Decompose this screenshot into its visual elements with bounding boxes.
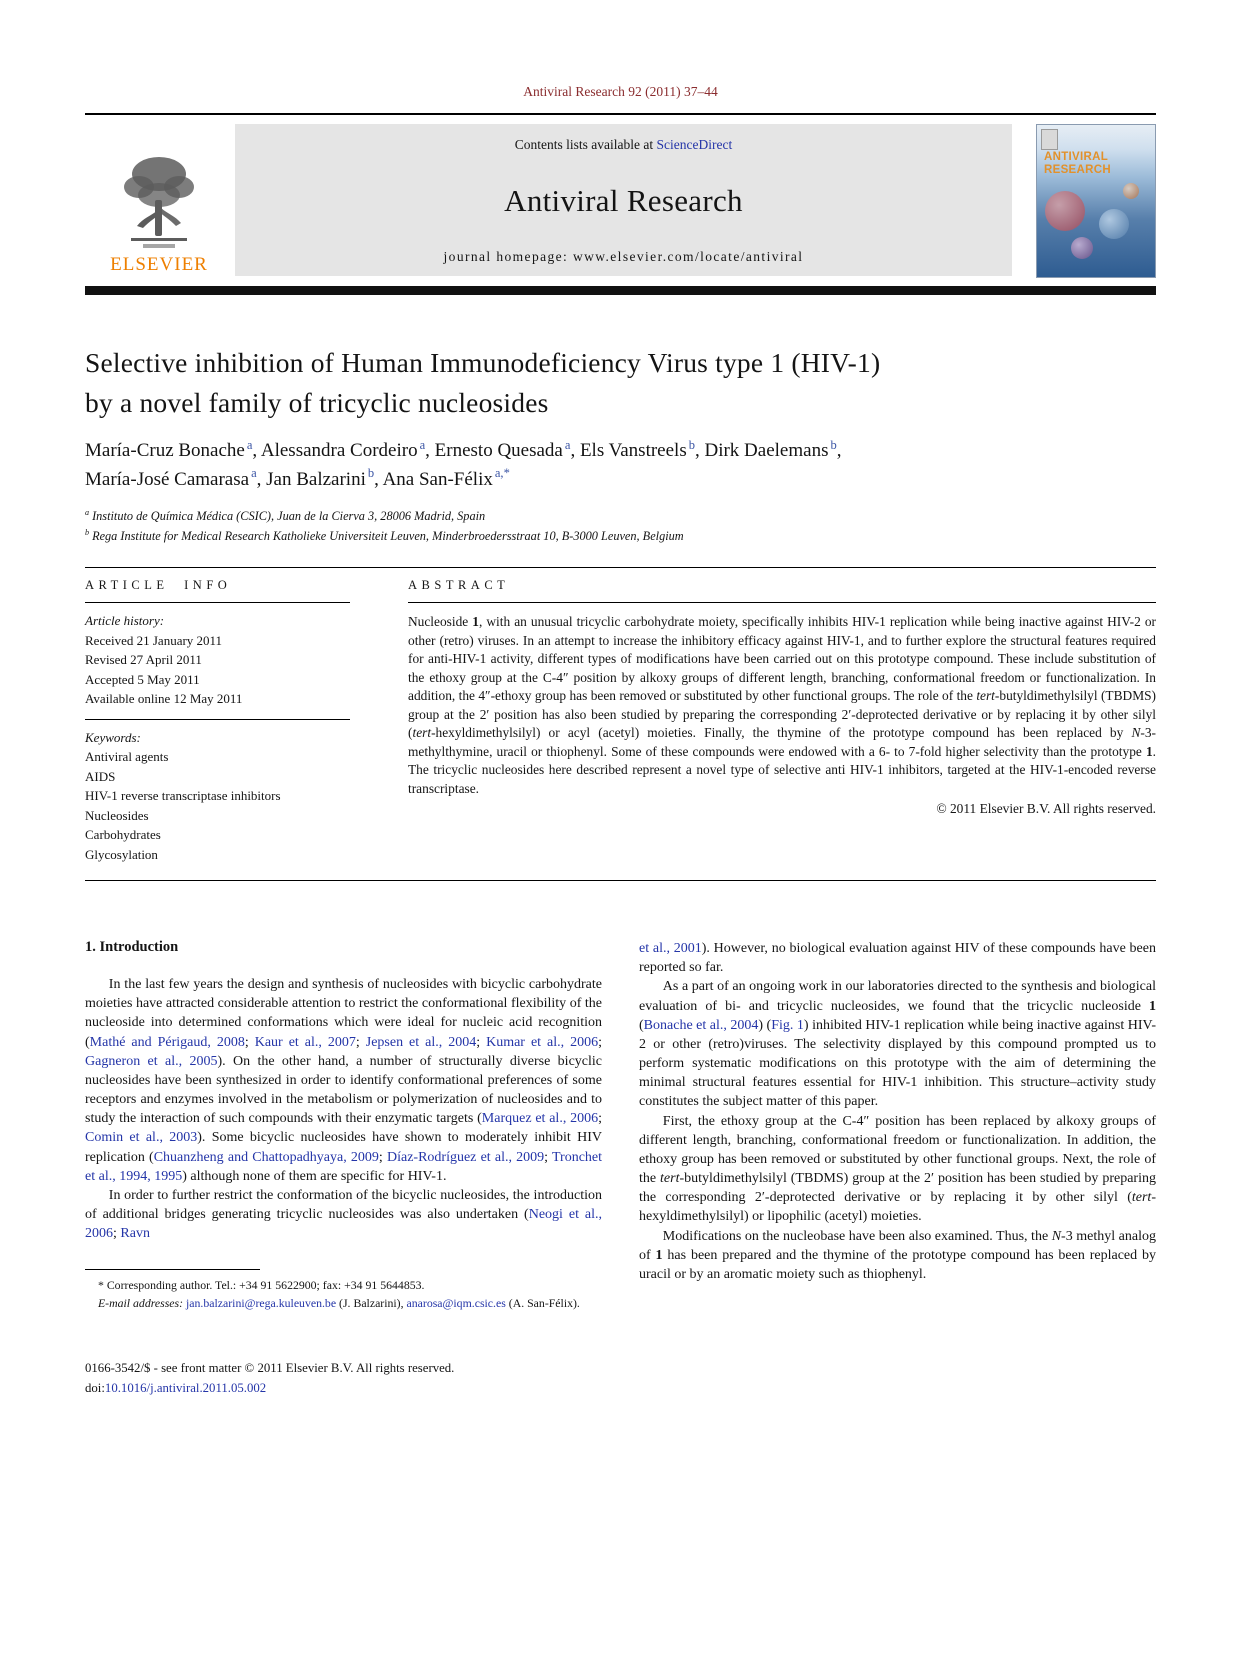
history-line: Revised 27 April 2011 xyxy=(85,652,202,667)
keyword: Carbohydrates xyxy=(85,827,161,842)
body-column-left xyxy=(85,939,602,1313)
elsevier-logo xyxy=(85,124,233,276)
column-rule xyxy=(408,602,1156,603)
body-paragraph: In the last few years the design and synthesis of nucleosides with bicyclic carbohydrate moieties have attracted considerable attention to restrict the conformational flexibility of the nucleoside into determined conformations which were ideal for nucleic acid recognition (Mathé and Périgaud, 2008; Kaur et al., 2007; Jepsen et al., 2004; Kumar et al., 2006; Gagneron et al., 2005). On the other hand, a number of structurally diverse bicyclic nucleosides have been synthesized in order to identify conformational preferences of some receptors and enzymes involved in the metabolism or polymerization of nucleosides and to study the interaction of such compounds with their enzymatic targets (Marquez et al., 2006; Comin et al., 2003). Some bicyclic nucleosides have shown to moderately inhibit HIV replication (Chuanzheng and Chattopadhyaya, 2009; Díaz-Rodríguez et al., 2009; Tronchet et al., 1994, 1995) although none of them are specific for HIV-1. xyxy=(85,977,603,1184)
journal-cover-thumbnail[interactable] xyxy=(1036,124,1156,278)
journal-homepage-link[interactable]: journal homepage: www.elsevier.com/locate/antiviral xyxy=(443,249,804,264)
cover-title-line2: RESEARCH xyxy=(1044,163,1111,176)
keyword: Nucleosides xyxy=(85,807,149,823)
top-rule xyxy=(85,113,1156,115)
citation-link[interactable]: Bonache et al., 2004 xyxy=(643,1017,759,1033)
keyword: HIV-1 reverse transcriptase inhibitors xyxy=(85,788,281,803)
doi-link[interactable]: 10.1016/j.antiviral.2011.05.002 xyxy=(104,1381,267,1396)
section-heading-introduction: 1. Introduction xyxy=(85,939,179,955)
cover-mini-logo xyxy=(1041,129,1058,150)
email-link[interactable]: anarosa@iqm.csic.es xyxy=(406,1296,506,1311)
footnote-rule xyxy=(85,1269,260,1270)
citation-link[interactable]: Díaz-Rodríguez et al., 2009 xyxy=(386,1149,545,1165)
body-paragraph: First, the ethoxy group at the C-4″ position has been replaced by alkoxy groups of different length, branching, conformational freedom or functionalization. In addition, the ethoxy group has been removed or substituted by other functional groups. Next, the role of the tert-butyldimethylsilyl (TBDMS) group at the 2′ position has been studied by preparing the corresponding 2′-deprotected derivative or by replacing it by other silyl (tert-hexyldimethylsilyl) or lipophilic (acetyl) moieties. xyxy=(639,1113,1156,1225)
keyword: AIDS xyxy=(85,768,116,784)
sciencedirect-link[interactable]: ScienceDirect xyxy=(656,137,733,152)
cover-title xyxy=(1044,151,1111,177)
body-paragraph: As a part of an ongoing work in our laboratories directed to the synthesis and biological evaluation of bi- and tricyclic nucleosides, we found that the tricyclic nucleoside 1 (Bonache et al., 2004) (Fig. 1) inhibited HIV-1 replication while being inactive against HIV-2 or other (retro)viruses. The selectivity displayed by this compound prompted us to perform systematic modifications on this prototype with the aim of determining the minimal structural features essential for HIV-1 inhibition. This structure–activity study constitutes the subject matter of this paper. xyxy=(639,979,1156,1110)
citation-link[interactable]: Gagneron et al., 2005 xyxy=(85,1053,218,1069)
doi-line: doi:10.1016/j.antiviral.2011.05.002 xyxy=(85,1381,267,1396)
author-line: María-José Camarasa $^a$, Jan Balzarini $^b$, Ana San-Félix $^{a,*}$ xyxy=(85,466,510,490)
body-column-right xyxy=(639,939,1156,1313)
citation-link[interactable]: Tronchet et al., 1994, 1995 xyxy=(85,1149,603,1184)
journal-citation-header: Antiviral Research 92 (2011) 37–44 xyxy=(523,84,718,99)
article-history xyxy=(85,603,350,719)
copyright-line: © 2011 Elsevier B.V. All rights reserved. xyxy=(936,801,1156,816)
cover-art-blob xyxy=(1045,191,1085,231)
history-label: Article history: xyxy=(85,613,165,628)
body-paragraph: In order to further restrict the conformation of the bicyclic nucleosides, the introduction of additional bridges generating tricyclic nucleosides was also undertaken (Neogi et al., 2006; Ravn xyxy=(85,1187,603,1242)
page-footer xyxy=(85,1359,1156,1399)
footnote-block xyxy=(85,1269,602,1313)
abstract-heading: ABSTRACT xyxy=(408,578,510,592)
elsevier-tree-icon xyxy=(113,150,205,252)
author-line: María-Cruz Bonache $^a$, Alessandra Cordeiro $^a$, Ernesto Quesada $^a$, Els Vanstreels $^b$, Dirk Daelemans $^b$, xyxy=(85,437,842,462)
citation-link[interactable]: Marquez et al., 2006 xyxy=(481,1111,599,1127)
citation-link[interactable]: et al., 2001 xyxy=(639,941,702,956)
history-line: Accepted 5 May 2011 xyxy=(85,671,200,687)
cover-art-blob xyxy=(1099,209,1129,239)
keywords-block xyxy=(85,720,350,875)
footnote-corresponding: * Corresponding author. Tel.: +34 91 5622900; fax: +34 91 5644853. xyxy=(97,1278,425,1293)
article-info-column xyxy=(85,568,350,874)
elsevier-wordmark: ELSEVIER xyxy=(110,254,208,275)
author-list xyxy=(85,437,1156,494)
masthead xyxy=(85,124,1156,276)
article-body xyxy=(85,939,1156,1313)
contents-prefix: Contents lists available at xyxy=(514,137,657,152)
article-title-line1: Selective inhibition of Human Immunodeficiency Virus type 1 (HIV-1) xyxy=(85,347,881,378)
issn-copyright-line: 0166-3542/$ - see front matter © 2011 Elsevier B.V. All rights reserved. xyxy=(85,1361,455,1376)
email-link[interactable]: jan.balzarini@rega.kuleuven.be xyxy=(186,1296,337,1311)
journal-header-box xyxy=(235,124,1012,276)
article-title-line2: by a novel family of tricyclic nucleosides xyxy=(85,386,549,418)
citation-link[interactable]: Chuanzheng and Chattopadhyaya, 2009 xyxy=(153,1149,379,1165)
header-divider-bar xyxy=(85,286,1156,295)
history-line: Available online 12 May 2011 xyxy=(85,691,243,706)
citation-link[interactable]: Comin et al., 2003 xyxy=(85,1130,198,1146)
info-abstract-section xyxy=(85,568,1156,874)
keyword: Glycosylation xyxy=(85,846,158,862)
abstract-text: Nucleoside 1, with an unusual tricyclic carbohydrate moiety, specifically inhibits HIV-1 replication while being inactive against HIV-2 or other (retro) viruses. In an attempt to increase the inhibitory efficacy against HIV-1, and to further explore the structural features required for anti-HIV-1 activity, different types of modifications have been carried out on this prototype compound. These include substitution of the ethoxy group at the C-4″ position by alkoxy groups of different length, branching, conformational freedom or functionalization. In addition, the 4″-ethoxy group has been removed or substituted by other functional groups. The role of the tert-butyldimethylsilyl (TBDMS) group at the 2′ position has also been studied by preparing the corresponding 2′-deprotected derivative or by replacing it by other silyl (tert-hexyldimethylsilyl) or acyl (acetyl) moieties. Finally, the thymine of the prototype compound has been replaced by N-3-methylthymine, uracil or thiophenyl. Some of these compounds were endowed with a 6- to 7-fold higher selectivity than the prototype 1. The tricyclic nucleosides here described represent a novel type of selective anti HIV-1 inhibitors, targeted at the HIV-1-encoded reverse transcriptase. xyxy=(408,614,1157,796)
journal-title: Antiviral Research xyxy=(504,183,743,218)
citation-link[interactable]: Jepsen et al., 2004 xyxy=(365,1034,477,1050)
history-line: Received 21 January 2011 xyxy=(85,632,223,648)
body-paragraph: et al., 2001). However, no biological evaluation against HIV of these compounds have been reported so far. xyxy=(639,941,1156,976)
cover-art-blob xyxy=(1123,183,1139,199)
body-paragraph: Modifications on the nucleobase have been also examined. Thus, the N-3 methyl analog of 1 has been prepared and the thymine of the prototype compound has been replaced by uracil or by an aromatic moiety such as thiophenyl. xyxy=(639,1228,1157,1282)
section-rule xyxy=(85,880,1156,881)
article-title xyxy=(85,343,1156,422)
contents-line xyxy=(243,137,1004,153)
article-info-heading: ARTICLE INFO xyxy=(85,578,232,592)
citation-link[interactable]: Mathé and Périgaud, 2008 xyxy=(89,1034,245,1050)
abstract-column xyxy=(408,568,1156,874)
citation-link[interactable]: Neogi et al., 2006 xyxy=(85,1207,603,1242)
citation-link[interactable]: Kaur et al., 2007 xyxy=(254,1034,356,1050)
affiliation: $^a$ Instituto de Química Médica (CSIC), Juan de la Cierva 3, 28006 Madrid, Spain xyxy=(85,508,486,524)
cover-art-blob xyxy=(1071,237,1093,259)
affiliations xyxy=(85,507,1156,547)
citation-link[interactable]: Kumar et al., 2006 xyxy=(486,1034,599,1050)
figure-link[interactable]: Fig. 1 xyxy=(771,1017,804,1033)
keyword: Antiviral agents xyxy=(85,749,169,764)
affiliation: $^b$ Rega Institute for Medical Research Katholieke Universiteit Leuven, Minderbroedersstraat 10, B-3000 Leuven, Belgium xyxy=(85,528,684,544)
footnote-emails: E-mail addresses: jan.balzarini@rega.kuleuven.be (J. Balzarini), anarosa@iqm.csic.es (A. San-Félix). xyxy=(97,1296,580,1311)
keywords-label: Keywords: xyxy=(85,729,141,745)
cover-title-line1: ANTIVIRAL xyxy=(1044,151,1109,163)
citation-link[interactable]: Ravn xyxy=(120,1226,150,1242)
